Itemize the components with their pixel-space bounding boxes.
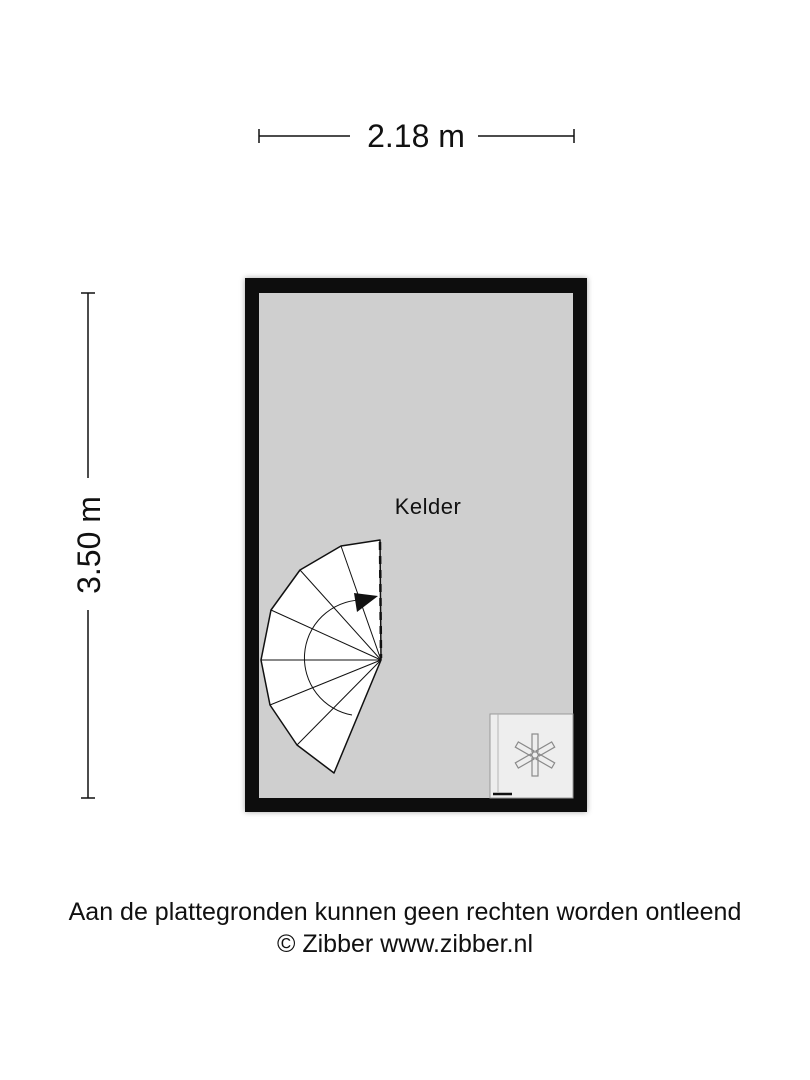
width-dimension-label: 2.18 m: [367, 118, 465, 154]
copyright-text: © Zibber www.zibber.nl: [276, 930, 534, 958]
room-label: Kelder: [394, 494, 462, 519]
ventilation-unit: [490, 714, 573, 798]
height-dimension: [71, 293, 107, 798]
width-dimension: [259, 118, 574, 154]
disclaimer-text: Aan de plattegronden kunnen geen rechten worden ontleend: [68, 898, 742, 926]
height-dimension-label: 3.50 m: [71, 496, 107, 594]
